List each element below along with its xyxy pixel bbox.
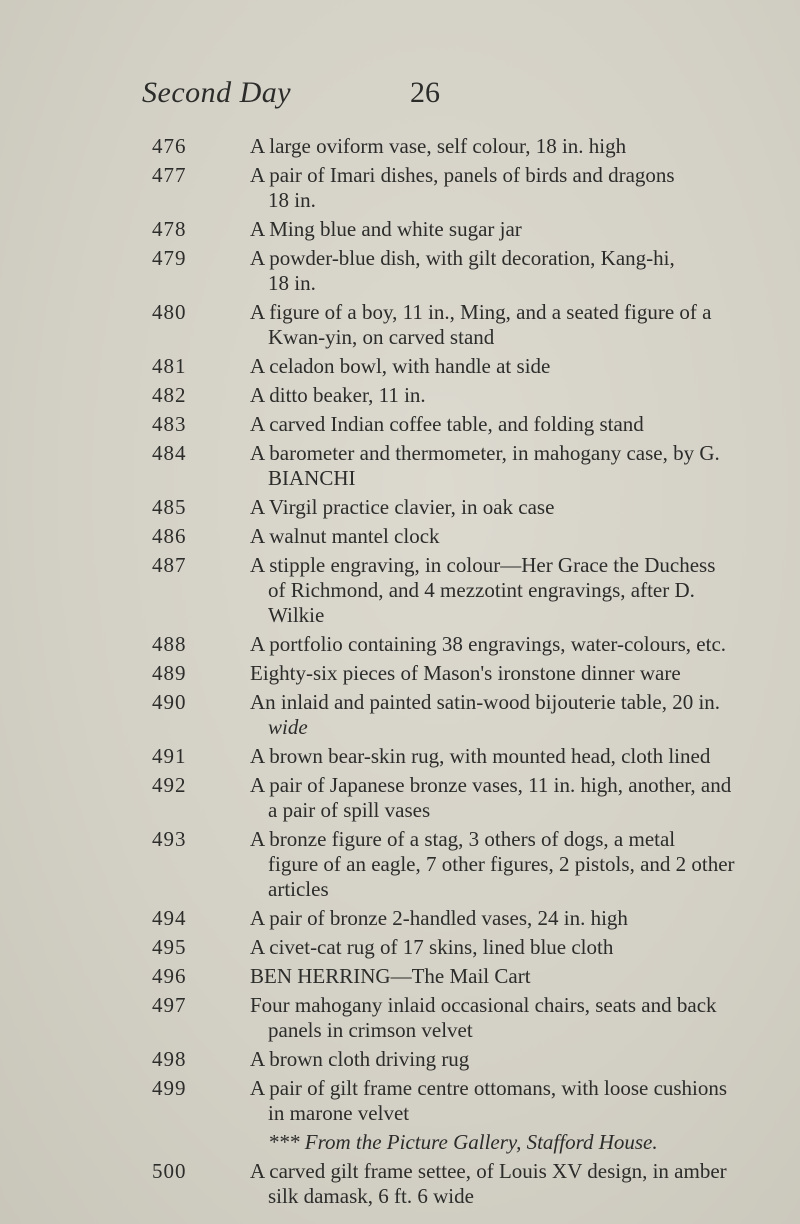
lot-description [250, 744, 770, 769]
lot-line-continued: of Richmond, and 4 mezzotint engravings, after D. [268, 578, 695, 602]
page-header [142, 76, 740, 116]
lot-number: 479 [152, 246, 187, 270]
lot-481 [0, 354, 800, 379]
lot-description [250, 217, 770, 242]
lot-description [250, 495, 770, 520]
lot-line: A stipple engraving, in colour—Her Grace the Duchess [250, 553, 716, 577]
lot-number: 478 [152, 217, 187, 241]
lot-description [250, 661, 770, 686]
lot-484 [0, 441, 800, 491]
lot-description [250, 412, 770, 437]
lot-477 [0, 163, 800, 213]
lot-line-continued: figure of an eagle, 7 other figures, 2 pistols, and 2 other [268, 852, 735, 876]
lot-487 [0, 553, 800, 628]
lot-line: A brown cloth driving rug [250, 1047, 470, 1071]
lot-493 [0, 827, 800, 902]
lot-line: A large oviform vase, self colour, 18 in. high [250, 134, 627, 158]
lot-description [250, 383, 770, 408]
lot-number: 487 [152, 553, 187, 577]
lot-495 [0, 935, 800, 960]
lot-description [250, 300, 770, 350]
lot-line: A pair of Japanese bronze vases, 11 in. high, another, and [250, 773, 732, 797]
lot-number: 476 [152, 134, 187, 158]
lot-line: A celadon bowl, with handle at side [250, 354, 551, 378]
lot-485 [0, 495, 800, 520]
lot-line: A pair of Imari dishes, panels of birds and dragons [250, 163, 675, 187]
lot-number: 481 [152, 354, 187, 378]
lot-number: 486 [152, 524, 187, 548]
lot-number: 494 [152, 906, 187, 930]
lot-line-continued: 18 in. [268, 271, 316, 295]
lot-description [250, 993, 770, 1043]
lot-line: A carved gilt frame settee, of Louis XV design, in amber [250, 1159, 727, 1183]
lot-499 [0, 1076, 800, 1126]
lot-line: A figure of a boy, 11 in., Ming, and a seated figure of a [250, 300, 712, 324]
page-number: 26 [410, 76, 440, 109]
lot-description [250, 935, 770, 960]
lot-line: A powder-blue dish, with gilt decoration, Kang-hi, [250, 246, 675, 270]
lot-line: A Ming blue and white sugar jar [250, 217, 522, 241]
lot-description [250, 632, 770, 657]
lot-number: 500 [152, 1159, 187, 1183]
lot-number: 480 [152, 300, 187, 324]
lot-description [250, 163, 770, 213]
lot-description [250, 690, 770, 740]
lot-line: A brown bear-skin rug, with mounted head, cloth lined [250, 744, 711, 768]
lot-488 [0, 632, 800, 657]
lot-list [0, 134, 800, 1213]
lot-line-continued: Kwan-yin, on carved stand [268, 325, 495, 349]
lot-number: 495 [152, 935, 187, 959]
lot-number: 498 [152, 1047, 187, 1071]
lot-line-continued: articles [268, 877, 329, 901]
lot-497 [0, 993, 800, 1043]
lot-line-continued: in marone velvet [268, 1101, 410, 1125]
lot-476 [0, 134, 800, 159]
lot-description [250, 1159, 770, 1209]
lot-line-continued: panels in crimson velvet [268, 1018, 473, 1042]
lot-description [250, 553, 770, 628]
lot-line: A pair of gilt frame centre ottomans, with loose cushions [250, 1076, 728, 1100]
lot-498 [0, 1047, 800, 1072]
lot-number: 491 [152, 744, 187, 768]
lot-number: 484 [152, 441, 187, 465]
lot-number: 490 [152, 690, 187, 714]
lot-description [250, 441, 770, 491]
lot-number: 485 [152, 495, 187, 519]
lot-description [250, 246, 770, 296]
lot-description [250, 1076, 770, 1126]
lot-496 [0, 964, 800, 989]
lot-494 [0, 906, 800, 931]
lot-number: 489 [152, 661, 187, 685]
lot-description [250, 906, 770, 931]
lot-490 [0, 690, 800, 740]
lot-number: 493 [152, 827, 187, 851]
lot-line: A portfolio containing 38 engravings, water-colours, etc. [250, 632, 727, 656]
lot-line-continued: a pair of spill vases [268, 798, 431, 822]
lot-line: An inlaid and painted satin-wood bijouterie table, 20 in. [250, 690, 721, 714]
lot-description [250, 964, 770, 989]
lot-line: BEN HERRING—The Mail Cart [250, 964, 531, 988]
lot-478 [0, 217, 800, 242]
lot-description [250, 134, 770, 159]
lot-line: A civet-cat rug of 17 skins, lined blue cloth [250, 935, 614, 959]
lot-line: A pair of bronze 2-handled vases, 24 in. high [250, 906, 628, 930]
lot-number: 477 [152, 163, 187, 187]
lot-line: A carved Indian coffee table, and folding stand [250, 412, 644, 436]
lot-line-continued: BIANCHI [268, 466, 356, 490]
lot-number: 492 [152, 773, 187, 797]
lot-482 [0, 383, 800, 408]
lot-line: A walnut mantel clock [250, 524, 440, 548]
lot-line: A barometer and thermometer, in mahogany case, by G. [250, 441, 720, 465]
lot-number: 488 [152, 632, 187, 656]
lot-500 [0, 1159, 800, 1209]
lot-480 [0, 300, 800, 350]
lot-description [250, 773, 770, 823]
lot-line: Eighty-six pieces of Mason's ironstone dinner ware [250, 661, 681, 685]
lot-description [250, 827, 770, 902]
provenance-note: *** From the Picture Gallery, Stafford House. [268, 1130, 658, 1154]
lot-line-continued: Wilkie [268, 603, 325, 627]
lot-line: A bronze figure of a stag, 3 others of dogs, a metal [250, 827, 676, 851]
lot-number: 496 [152, 964, 187, 988]
lot-492 [0, 773, 800, 823]
lot-line-continued: silk damask, 6 ft. 6 wide [268, 1184, 474, 1208]
lot-description [250, 354, 770, 379]
lot-483 [0, 412, 800, 437]
lot-489 [0, 661, 800, 686]
lot-description [250, 1047, 770, 1072]
day-title: Second Day [142, 76, 292, 109]
lot-line: Four mahogany inlaid occasional chairs, seats and back [250, 993, 717, 1017]
lot-line: A ditto beaker, 11 in. [250, 383, 426, 407]
lot-491 [0, 744, 800, 769]
lot-number: 483 [152, 412, 187, 436]
lot-description [250, 524, 770, 549]
lot-number: 499 [152, 1076, 187, 1100]
lot-479 [0, 246, 800, 296]
lot-number: 497 [152, 993, 187, 1017]
lot-number: 482 [152, 383, 187, 407]
lot-line-continued: wide [268, 715, 308, 739]
lot-486 [0, 524, 800, 549]
lot-line: A Virgil practice clavier, in oak case [250, 495, 555, 519]
lot-line-continued: 18 in. [268, 188, 316, 212]
